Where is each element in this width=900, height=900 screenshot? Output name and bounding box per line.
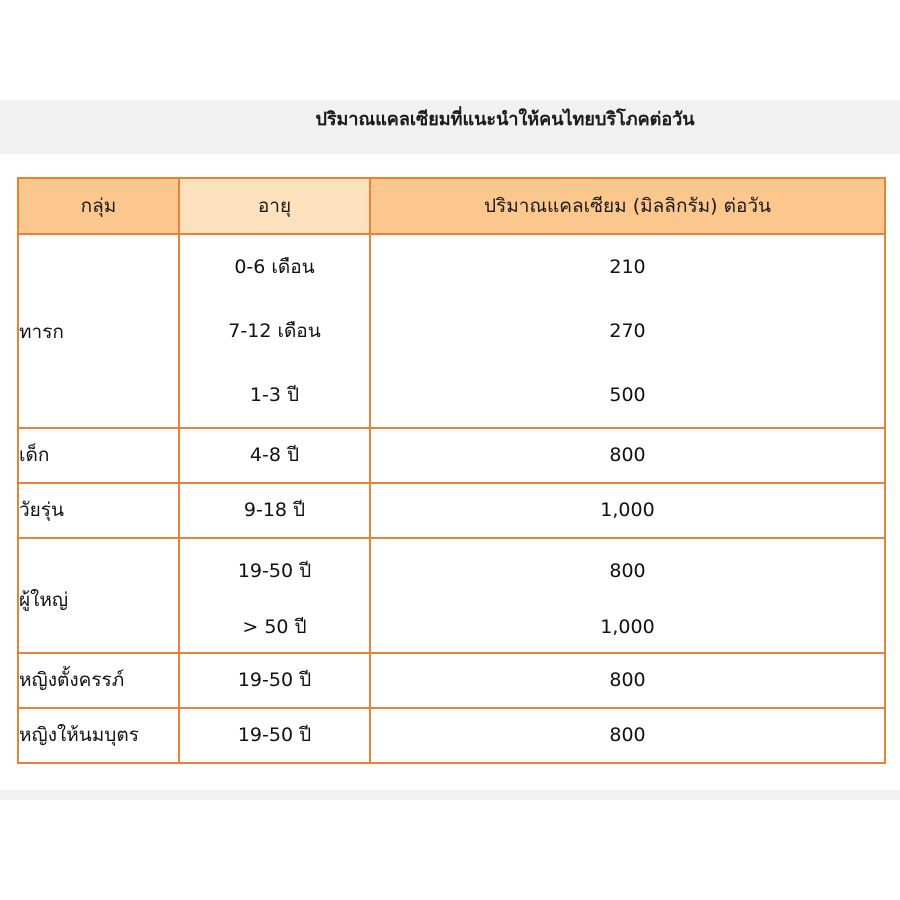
table-row xyxy=(18,538,885,653)
age-cell xyxy=(179,708,370,763)
age-cell xyxy=(179,234,370,428)
header-group: กลุ่ม xyxy=(18,178,179,234)
group-label: หญิงตั้งครรภ์ xyxy=(19,669,125,691)
amount-value: 800 xyxy=(609,669,646,691)
table-row xyxy=(18,428,885,483)
amount-cell xyxy=(370,483,885,538)
amount-value: 800 xyxy=(609,724,646,746)
age-value: 9-18 ปี xyxy=(243,499,306,521)
group-label: ผู้ใหญ่ xyxy=(19,588,69,611)
group-label: ทารก xyxy=(19,321,64,343)
calcium-table xyxy=(17,177,886,764)
group-cell xyxy=(18,428,179,483)
age-value: > 50 ปี xyxy=(242,616,307,638)
amount-cell xyxy=(370,234,885,428)
table-row xyxy=(18,234,885,428)
amount-cell xyxy=(370,653,885,708)
amount-cell xyxy=(370,708,885,763)
age-value: 0-6 เดือน xyxy=(234,256,315,278)
age-value: 19-50 ปี xyxy=(237,724,312,746)
group-cell xyxy=(18,708,179,763)
amount-value: 800 xyxy=(609,560,646,582)
age-value: 4-8 ปี xyxy=(249,444,300,466)
amount-value: 1,000 xyxy=(600,616,655,638)
amount-value: 800 xyxy=(609,444,646,466)
group-cell xyxy=(18,538,179,653)
age-cell xyxy=(179,653,370,708)
amount-value: 500 xyxy=(609,384,646,406)
table-row xyxy=(18,653,885,708)
group-cell xyxy=(18,234,179,428)
header-age: อายุ xyxy=(179,178,370,234)
amount-cell xyxy=(370,428,885,483)
table-row xyxy=(18,483,885,538)
group-label: วัยรุ่น xyxy=(19,499,64,521)
table-header-row xyxy=(18,178,885,234)
age-value: 19-50 ปี xyxy=(237,669,312,691)
age-cell xyxy=(179,428,370,483)
header-amount: ปริมาณแคลเซียม (มิลลิกรัม) ต่อวัน xyxy=(370,178,885,234)
age-cell xyxy=(179,483,370,538)
age-cell xyxy=(179,538,370,653)
age-value: 7-12 เดือน xyxy=(228,320,321,342)
bottom-band xyxy=(0,790,900,800)
page-title: ปริมาณแคลเซียมที่แนะนำให้คนไทยบริโภคต่อวัน xyxy=(315,109,695,130)
amount-cell xyxy=(370,538,885,653)
amount-value: 210 xyxy=(609,256,646,278)
group-label: เด็ก xyxy=(19,444,50,466)
table-row xyxy=(18,708,885,763)
group-cell xyxy=(18,483,179,538)
group-label: หญิงให้นมบุตร xyxy=(19,724,139,746)
amount-value: 1,000 xyxy=(600,499,655,521)
amount-value: 270 xyxy=(609,320,646,342)
age-value: 19-50 ปี xyxy=(237,560,312,582)
age-value: 1-3 ปี xyxy=(249,384,300,406)
group-cell xyxy=(18,653,179,708)
